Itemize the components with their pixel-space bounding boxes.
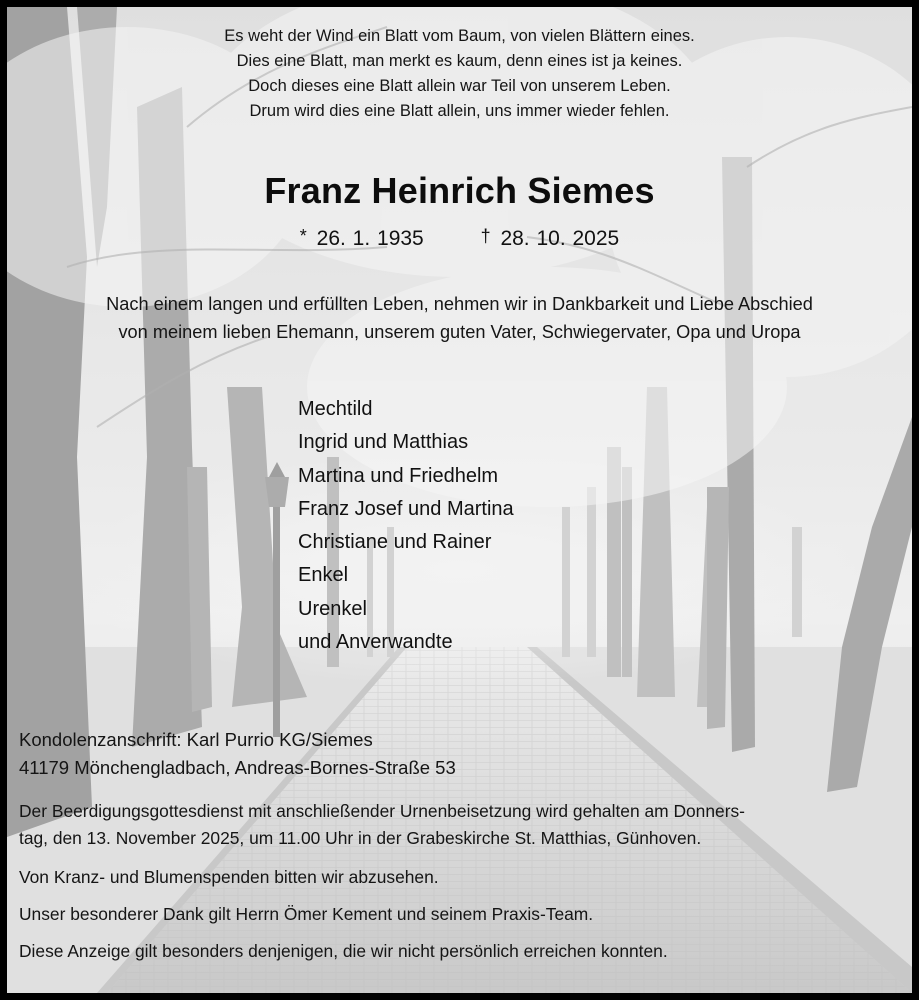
death-date-group	[481, 227, 620, 250]
mourner: Mechtild	[298, 398, 373, 420]
birth-star-icon: *	[299, 226, 307, 246]
farewell-text	[7, 290, 912, 346]
condolence-line: Kondolenzanschrift: Karl Purrio KG/Siemes	[19, 729, 373, 750]
mourner: Franz Josef und Martina	[298, 497, 514, 520]
death-date: 28. 10. 2025	[500, 227, 620, 250]
poem-line: Es weht der Wind ein Blatt vom Baum, von vielen Blättern eines.	[224, 27, 695, 45]
condolence-line: 41179 Mönchengladbach, Andreas-Bornes-Straße 53	[19, 757, 456, 778]
obituary-notice	[7, 7, 912, 993]
birth-date: 26. 1. 1935	[316, 227, 424, 250]
farewell-line: Nach einem langen und erfüllten Leben, nehmen wir in Dankbarkeit und Liebe Abschied	[106, 294, 813, 314]
mourner: Martina und Friedhelm	[298, 464, 499, 487]
poem-line: Dies eine Blatt, man merkt es kaum, denn eines ist ja keines.	[236, 52, 683, 70]
birth-date-group	[300, 227, 431, 250]
funeral-service-notice	[19, 798, 745, 851]
condolence-address	[19, 726, 456, 782]
mourner: Enkel	[298, 564, 349, 587]
funeral-line: Der Beerdigungsgottesdienst mit anschließender Urnenbeisetzung wird gehalten am Donners-	[19, 801, 745, 821]
mourner: und Anverwandte	[298, 631, 453, 654]
poem-line: Doch dieses eine Blatt allein war Teil von unserem Leben.	[248, 77, 671, 95]
mourners-list	[298, 393, 514, 659]
reach-note: Diese Anzeige gilt besonders denjenigen, die wir nicht persönlich erreichen konnten.	[19, 941, 668, 961]
poem	[7, 24, 912, 124]
life-dates	[7, 227, 912, 251]
thanks-note: Unser besonderer Dank gilt Herrn Ömer Kement und seinem Praxis-Team.	[19, 904, 594, 924]
funeral-line: tag, den 13. November 2025, um 11.00 Uhr in der Grabeskirche St. Matthias, Günhoven.	[19, 827, 702, 848]
flowers-note: Von Kranz- und Blumenspenden bitten wir abzusehen.	[19, 867, 439, 887]
mourner: Ingrid und Matthias	[298, 431, 469, 454]
mourner: Christiane und Rainer	[298, 531, 492, 554]
mourner: Urenkel	[298, 597, 367, 620]
farewell-line: von meinem lieben Ehemann, unserem guten Vater, Schwiegervater, Opa und Uropa	[118, 322, 801, 342]
deceased-name: Franz Heinrich Siemes	[264, 170, 655, 211]
poem-line: Drum wird dies eine Blatt allein, uns immer wieder fehlen.	[249, 102, 670, 120]
death-cross-icon: †	[480, 226, 491, 246]
